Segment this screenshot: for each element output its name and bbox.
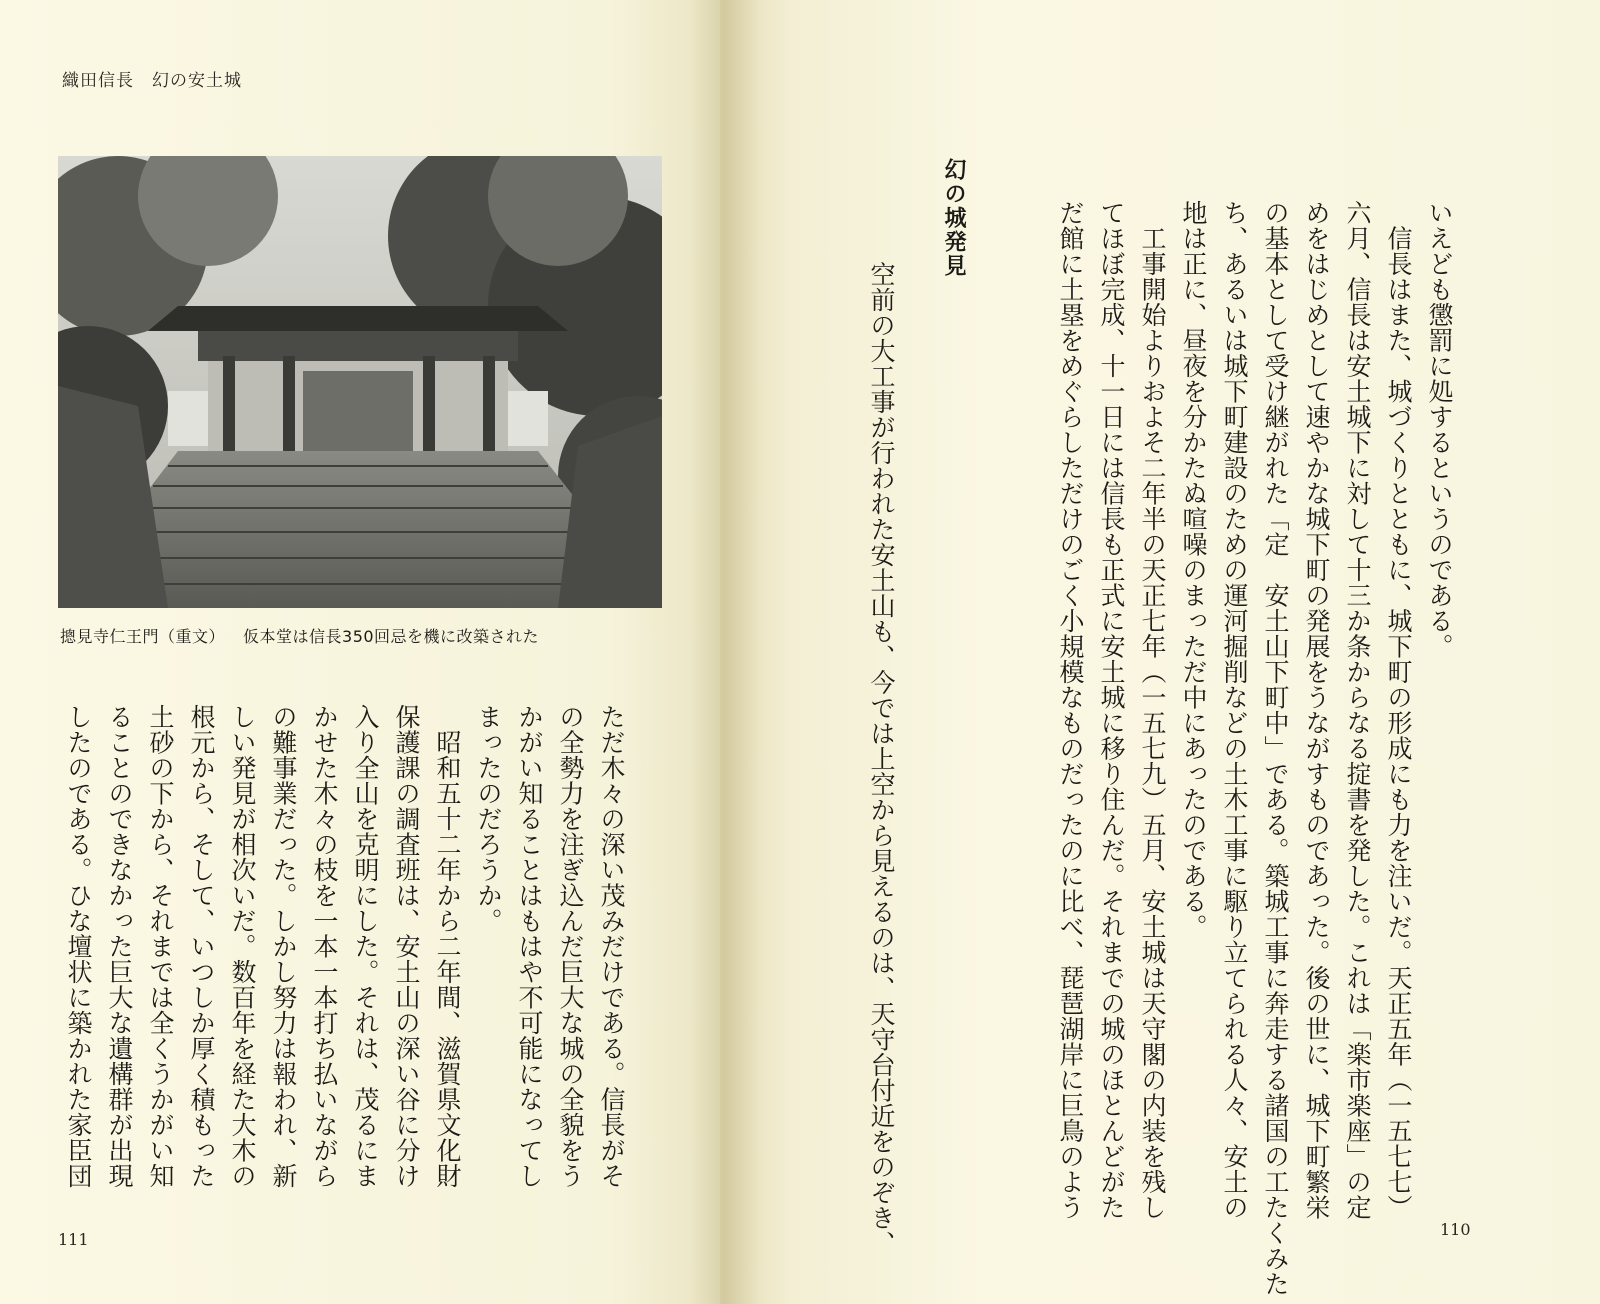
left-page-body xyxy=(64,704,632,1194)
text-line: ただ木々の深い茂みだけである。信長がそ xyxy=(597,704,626,1189)
section-heading: 幻の城発見 xyxy=(941,158,966,278)
text-line: 地は正に、昼夜を分かたぬ喧噪のまっただ中にあったのである。 xyxy=(1179,200,1208,940)
text-line: ち、あるいは城下町建設のための運河掘削などの土木工事に駆り立てられる人々、安土の xyxy=(1220,200,1249,1220)
caption-title: 摠見寺仁王門（重文） xyxy=(60,627,226,646)
text-line: 空前の大工事が行われた安土山も、今では上空から見えるのは、天守台付近をのぞき、 xyxy=(867,236,896,1256)
text-line: めをはじめとして速やかな城下町の発展をうながすものであった。後の世に、城下町繁栄 xyxy=(1302,200,1331,1220)
text-line: の難事業だった。しかし努力は報われ、新 xyxy=(269,704,298,1189)
text-line: 土砂の下から、それまでは全くうかがい知 xyxy=(146,704,175,1189)
text-line: 根元から、そして、いつしか厚く積もった xyxy=(187,704,216,1189)
text-line: まったのだろうか。 xyxy=(474,704,503,934)
text-line: しい発見が相次いだ。数百年を経た大木の xyxy=(228,704,257,1189)
text-line: 保護課の調査班は、安土山の深い谷に分け xyxy=(392,704,421,1189)
text-line: かがい知ることはもはや不可能になってし xyxy=(515,704,544,1189)
caption-note: 仮本堂は信長350回忌を機に改築された xyxy=(243,627,540,646)
photo-illustration xyxy=(58,156,662,608)
text-line: 工事開始よりおよそ二年半の天正七年（一五七九）五月、安土城は天守閣の内装を残し xyxy=(1138,200,1167,1220)
text-line: 入り全山を克明にした。それは、茂るにま xyxy=(351,704,380,1189)
text-line: の基本として受け継がれた「定 安土山下町中」である。築城工事に奔走する諸国の工たくみた xyxy=(1261,200,1290,1297)
text-line: かせた木々の枝を一本一本打ち払いながら xyxy=(310,704,339,1189)
temple-gate-photo xyxy=(58,156,662,608)
text-line: 昭和五十二年から二年間、滋賀県文化財 xyxy=(433,704,462,1189)
text-line: いえども懲罰に処するというのである。 xyxy=(1425,200,1454,659)
page-number-right: 110 xyxy=(1440,1220,1471,1239)
text-line: だ館に土塁をめぐらしただけのごく小規模なものだったのに比べ、琵琶湖岸に巨鳥のよう xyxy=(1056,200,1085,1220)
running-head: 織田信長 幻の安土城 xyxy=(62,71,242,91)
right-page-lower-line xyxy=(862,236,902,1256)
page-number-left: 111 xyxy=(58,1230,89,1249)
photo-caption xyxy=(60,624,539,647)
text-line: 信長はまた、城づくりとともに、城下町の形成にも力を注いだ。天正五年（一五七七） xyxy=(1384,200,1413,1220)
text-line: の全勢力を注ぎ込んだ巨大な城の全貌をう xyxy=(556,704,585,1189)
book-gutter xyxy=(690,0,760,1304)
text-line: 六月、信長は安土城下に対して十三か条からなる掟書を発した。これは「楽市楽座」の定 xyxy=(1343,200,1372,1220)
text-line: したのである。ひな壇状に築かれた家臣団 xyxy=(64,704,93,1189)
text-line: てほぼ完成、十一日には信長も正式に安土城に移り住んだ。それまでの城のほとんどがた xyxy=(1097,200,1126,1220)
text-line: ることのできなかった巨大な遺構群が出現 xyxy=(105,704,134,1189)
